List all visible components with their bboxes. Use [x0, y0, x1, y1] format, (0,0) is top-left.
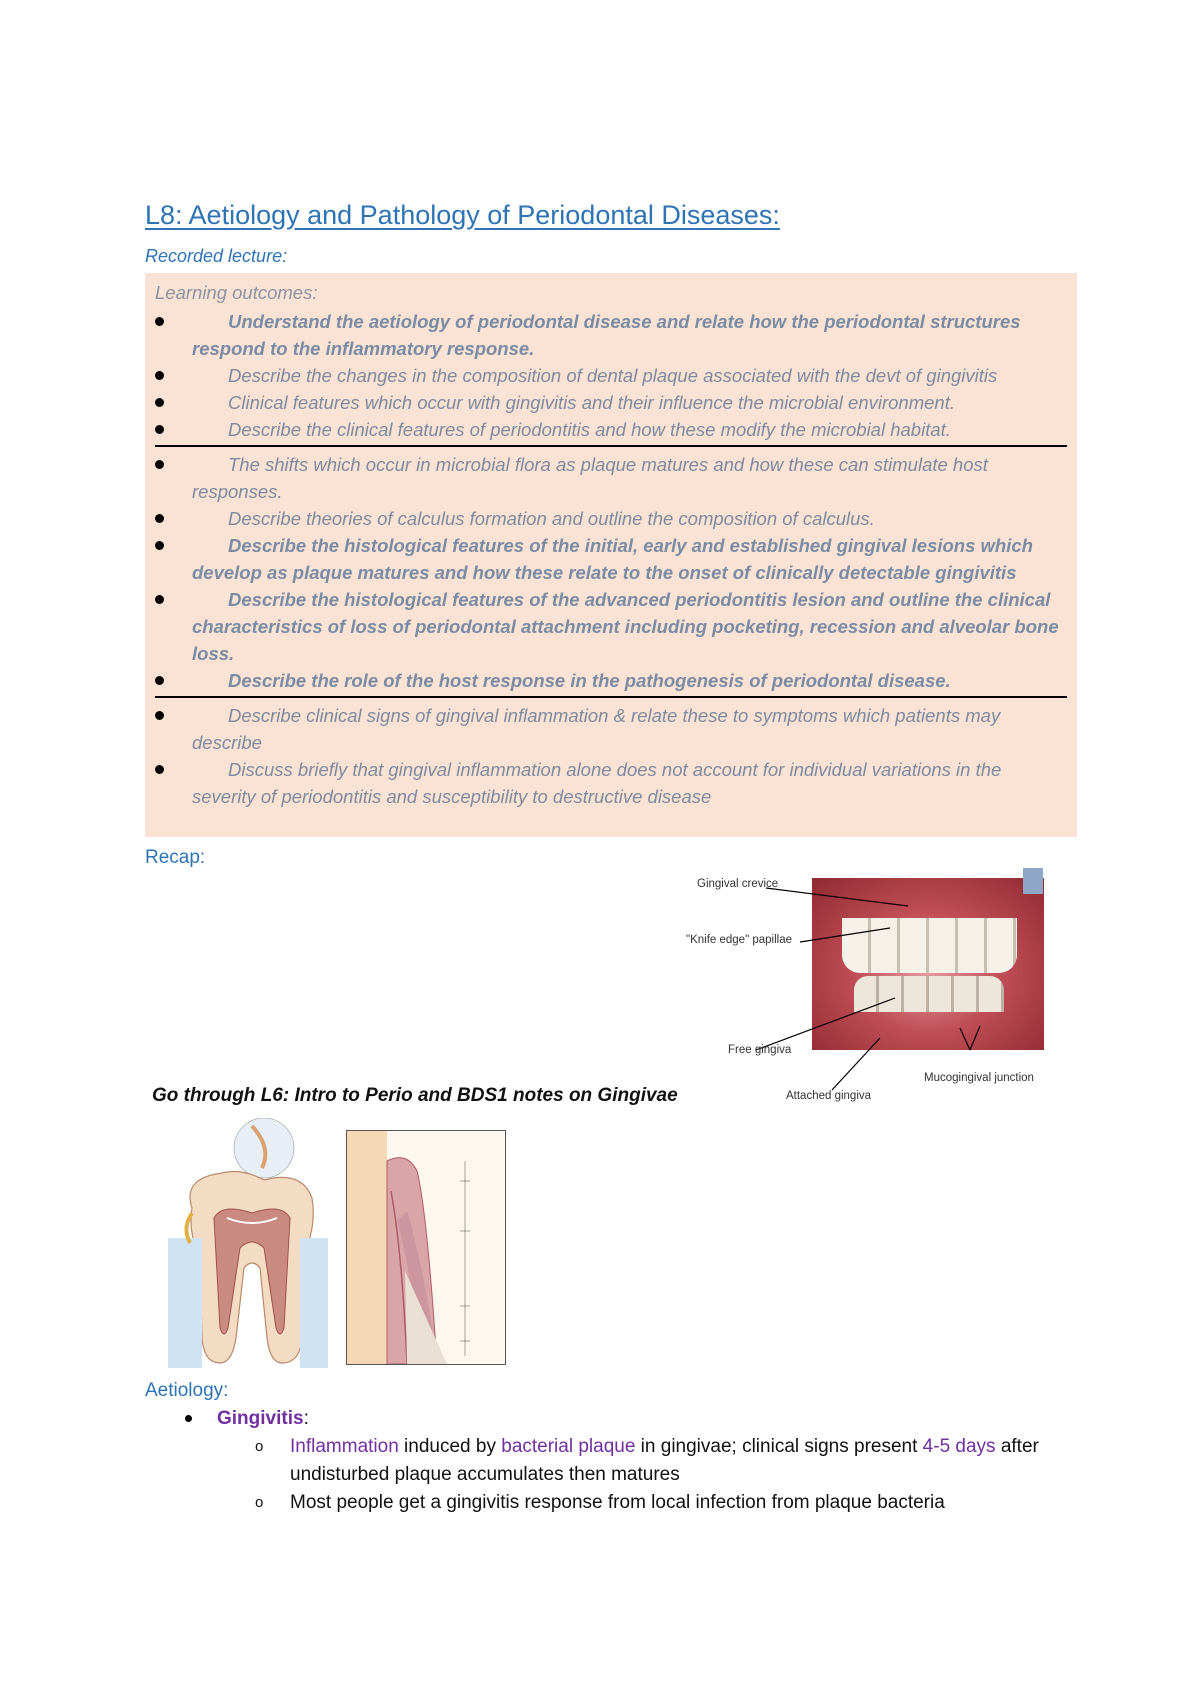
outcome-item: Describe the role of the host response in the pathogenesis of periodontal disease.: [155, 667, 1067, 698]
outcome-item: Describe the histological features of the advanced periodontitis lesion and outline the clinical characteristics of loss of periodontal attachment including pocketing, recession and alveolar bone loss.: [155, 586, 1067, 667]
learning-outcomes-box: [145, 273, 1077, 837]
bullet-icon: [155, 460, 164, 469]
gingivitis-colon: :: [303, 1408, 309, 1429]
bullet-icon: [155, 317, 164, 326]
outcome-item: Understand the aetiology of periodontal disease and relate how the periodontal structures respond to the inflammatory response.: [155, 308, 1067, 362]
attached-gingiva-label: Attached gingiva: [786, 1090, 872, 1102]
mucogingival-junction-label: Mucogingival junction: [924, 1072, 1034, 1084]
recap-heading: Recap:: [145, 847, 206, 868]
inflammation-term: Inflammation: [290, 1436, 399, 1457]
bullet-icon: [155, 398, 164, 407]
gingivitis-sub-list: [255, 1433, 1075, 1517]
bullet-icon: [155, 711, 164, 720]
circle-bullet-icon: o: [255, 1494, 264, 1511]
knife-edge-papillae-label: "Knife edge" papillae: [686, 934, 792, 946]
gingivitis-label: Gingivitis: [217, 1408, 304, 1429]
outcome-item: Describe theories of calculus formation and outline the composition of calculus.: [155, 505, 1067, 532]
outcome-item: Describe the clinical features of periodontitis and how these modify the microbial habitat.: [155, 416, 1067, 447]
list-item: o Inflammation induced by bacterial plaque in gingivae; clinical signs present 4-5 days after undisturbed plaque accumulates then matures: [255, 1433, 1075, 1489]
bullet-icon: [155, 765, 164, 774]
free-gingiva-label: Free gingiva: [728, 1044, 792, 1056]
outcome-item: The shifts which occur in microbial flora as plaque matures and how these can stimulate host responses.: [155, 451, 1067, 505]
gingival-crevice-label: Gingival crevice: [697, 878, 779, 890]
bullet-icon: [155, 514, 164, 523]
learning-outcomes-list: [155, 308, 1067, 810]
aetiology-heading: Aetiology:: [145, 1380, 229, 1401]
outcome-item: Describe the changes in the composition of dental plaque associated with the devt of gingivitis: [155, 362, 1067, 389]
bullet-icon: [155, 676, 164, 685]
bullet-icon: [155, 425, 164, 434]
bullet-icon: [155, 595, 164, 604]
gingiva-histology-diagram: [346, 1130, 506, 1365]
list-item: [255, 1489, 1075, 1517]
bullet-icon: [155, 371, 164, 380]
image-corner-marker: [1023, 868, 1043, 894]
gingiva-photo-figure: [680, 868, 1080, 1108]
bullet-icon: [185, 1415, 192, 1422]
gingiva-histology-drawing: [347, 1131, 505, 1364]
bacterial-plaque-term: bacterial plaque: [501, 1436, 636, 1457]
point-two-text: Most people get a gingivitis response from local infection from plaque bacteria: [290, 1492, 945, 1513]
circle-bullet-icon: o: [255, 1438, 264, 1455]
outcome-item: Describe clinical signs of gingival inflammation & relate these to symptoms which patients may describe: [155, 702, 1067, 756]
outcome-item: Describe the histological features of the initial, early and established gingival lesions which develop as plaque matures and how these relate to the onset of clinically detectable gingivitis: [155, 532, 1067, 586]
go-through-note: Go through L6: Intro to Perio and BDS1 notes on Gingivae: [152, 1085, 678, 1106]
tooth-cross-section-diagram: [152, 1118, 332, 1368]
outcome-item: Discuss briefly that gingival inflammation alone does not account for individual variations in the severity of periodontitis and susceptibility to destructive disease: [155, 756, 1067, 810]
bullet-icon: [155, 541, 164, 550]
learning-outcomes-heading: Learning outcomes:: [155, 282, 318, 303]
page-title: L8: Aetiology and Pathology of Periodontal Diseases:: [145, 200, 780, 230]
outcome-item: Clinical features which occur with gingivitis and their influence the microbial environment.: [155, 389, 1067, 416]
days-term: 4-5 days: [922, 1436, 996, 1457]
recorded-lecture-label: Recorded lecture:: [145, 246, 288, 266]
